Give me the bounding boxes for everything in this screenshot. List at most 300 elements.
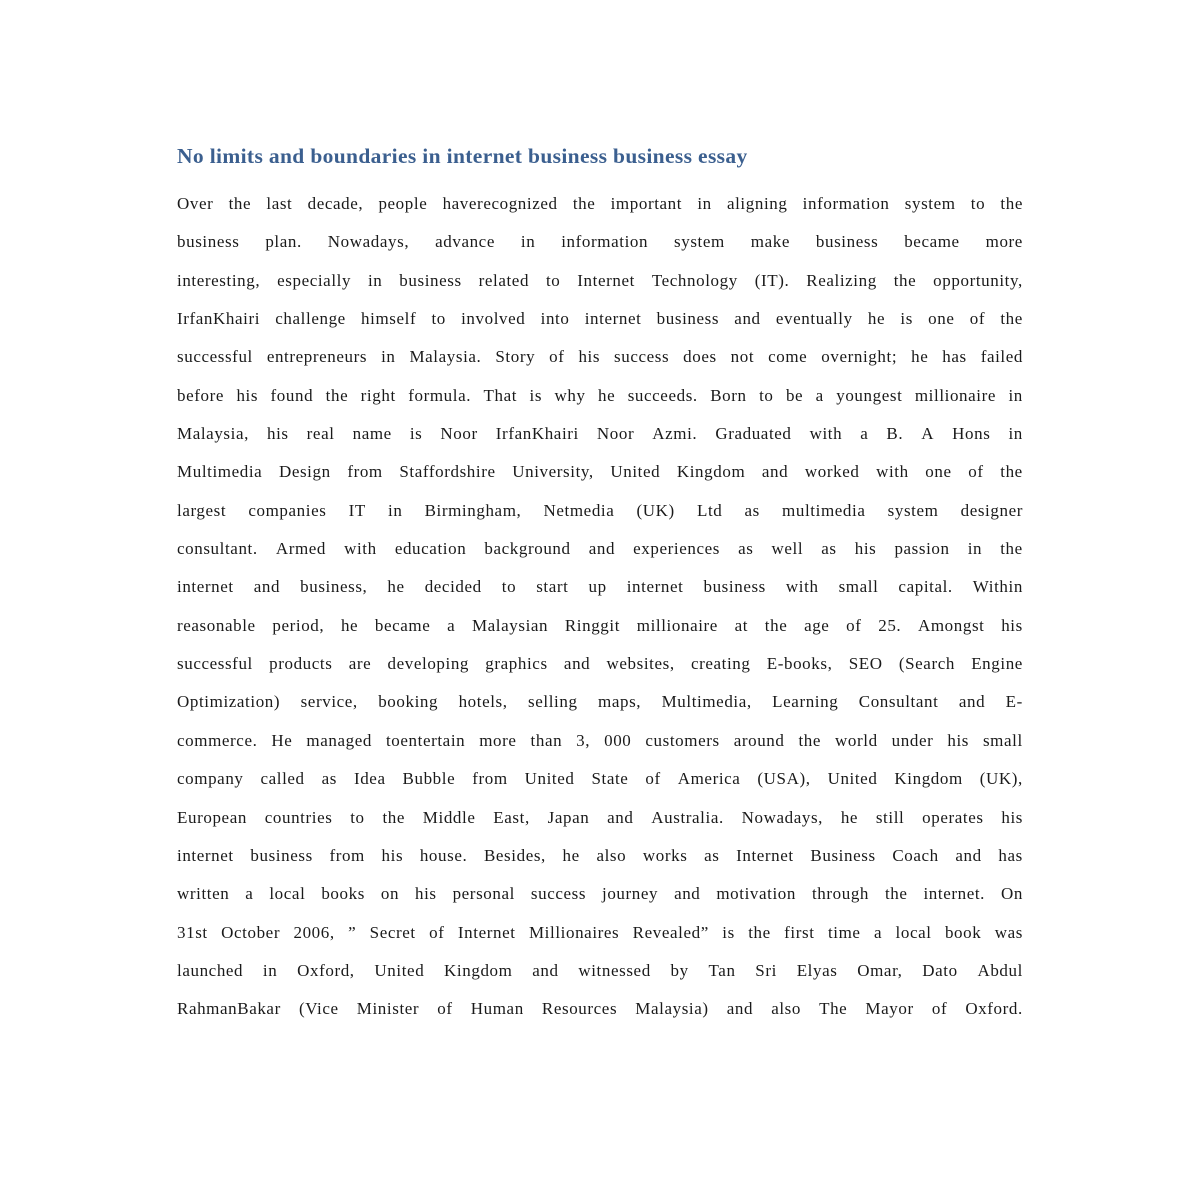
word: Nowadays, [741, 807, 824, 827]
word: does [683, 347, 717, 367]
word: of [846, 615, 862, 635]
word: system [887, 500, 939, 520]
word: Abdul [977, 960, 1023, 980]
word: the [1000, 462, 1023, 482]
word: he [562, 845, 580, 865]
word: and [607, 807, 634, 827]
word: designer [960, 500, 1023, 520]
essay-line [177, 492, 1023, 530]
word: start [536, 577, 569, 597]
word: business [703, 577, 766, 597]
word: Oxford. [965, 999, 1023, 1019]
word: is [722, 922, 735, 942]
word: to [350, 807, 365, 827]
word: IT [348, 500, 366, 520]
word: business [815, 232, 879, 252]
word: and [674, 884, 701, 904]
word: passion [894, 539, 950, 559]
word: hotels, [458, 692, 508, 712]
word: involved [461, 309, 526, 329]
word: under [891, 730, 934, 750]
word: Ltd [696, 500, 723, 520]
word: on [380, 884, 400, 904]
word: Japan [547, 807, 590, 827]
word: of [549, 347, 565, 367]
word: education [394, 539, 467, 559]
word: business [250, 845, 313, 865]
word: and [761, 462, 789, 482]
word: managed [306, 730, 372, 750]
word: from [329, 845, 365, 865]
word: in [1008, 385, 1023, 405]
word: Resources [541, 999, 618, 1019]
word: to [431, 309, 446, 329]
word: written [177, 884, 230, 904]
word: Noor [440, 424, 478, 444]
word: Besides, [483, 845, 546, 865]
word: Tan [708, 960, 736, 980]
word: SEO [848, 654, 883, 674]
word: Australia. [651, 807, 724, 827]
essay-line [177, 952, 1023, 990]
word: as [321, 769, 337, 789]
word: with [344, 539, 377, 559]
essay-line [177, 530, 1023, 568]
word: Sri [755, 960, 777, 980]
word: a [447, 615, 456, 635]
word: Revealed” [632, 922, 709, 942]
word: (IT). [754, 270, 790, 290]
word: (USA), [757, 769, 811, 789]
word: personal [452, 884, 515, 904]
word: Malaysian [471, 615, 549, 635]
word: Staffordshire [399, 462, 496, 482]
essay-line [177, 914, 1023, 952]
word: success [614, 347, 670, 367]
word: with [876, 462, 909, 482]
word: That [483, 385, 518, 405]
essay-line [177, 722, 1023, 760]
word: company [177, 769, 244, 789]
word: Internet [457, 922, 516, 942]
word: of [969, 309, 986, 329]
word: why [554, 385, 586, 405]
word: internet [177, 845, 234, 865]
word: haverecognized [442, 194, 558, 213]
word: countries [264, 807, 333, 827]
word: Consultant [858, 692, 939, 712]
word: plan. [265, 232, 302, 252]
word: first [784, 922, 815, 942]
word: Amongst [917, 615, 985, 635]
word: University, [512, 462, 594, 482]
word: companies [248, 500, 327, 520]
word: information [561, 232, 649, 252]
word: business [177, 232, 240, 252]
word: has [998, 845, 1023, 865]
essay-line [177, 415, 1023, 453]
word: experiences [633, 539, 720, 559]
word: opportunity, [933, 270, 1023, 290]
word: became [374, 615, 431, 635]
word: right [360, 385, 396, 405]
word: his [381, 845, 404, 865]
word: advance [435, 232, 495, 252]
word: and [532, 960, 559, 980]
word: Learning [772, 692, 839, 712]
essay-line [177, 990, 1023, 1028]
word: journey [602, 884, 659, 904]
word: he [867, 309, 886, 329]
word: world [835, 730, 878, 750]
word: last [266, 194, 293, 213]
word: was [994, 922, 1023, 942]
word: Story [495, 347, 536, 367]
word: small [838, 577, 879, 597]
word: Ringgit [564, 615, 621, 635]
word: his [947, 730, 969, 750]
word: selling [528, 692, 578, 712]
word: the [572, 194, 596, 213]
word: the [798, 730, 822, 750]
word: more [985, 232, 1023, 252]
word: Malaysia, [177, 424, 249, 444]
word: formula. [408, 385, 472, 405]
essay-line [177, 683, 1023, 721]
word: Coach [892, 845, 939, 865]
word: himself [361, 309, 417, 329]
word: and [588, 539, 616, 559]
word: from [347, 462, 383, 482]
word: (Vice [298, 999, 339, 1019]
word: Dato [922, 960, 958, 980]
word: found [270, 385, 314, 405]
essay-line [177, 262, 1023, 300]
word: is [529, 385, 543, 405]
word: millionaire [636, 615, 718, 635]
word: to [970, 194, 986, 213]
word: his [854, 539, 877, 559]
word: United [827, 769, 878, 789]
essay-line [177, 377, 1023, 415]
word: the [884, 884, 908, 904]
word: Internet [577, 270, 635, 290]
word: graphics [485, 654, 548, 674]
word: well [771, 539, 804, 559]
word: in [967, 539, 983, 559]
word: Minister [356, 999, 420, 1019]
word: (UK) [636, 500, 675, 520]
word: of [429, 922, 445, 942]
word: Optimization) [177, 692, 281, 712]
word: in [381, 347, 396, 367]
word: Malaysia. [409, 347, 482, 367]
word: customers [645, 730, 720, 750]
word: also [596, 845, 627, 865]
word: eventually [775, 309, 853, 329]
word: to [501, 577, 517, 597]
essay-line [177, 223, 1023, 261]
word: IrfanKhairi [495, 424, 579, 444]
word: books [321, 884, 365, 904]
essay-line [177, 760, 1023, 798]
word: Secret [369, 922, 416, 942]
word: make [750, 232, 790, 252]
word: as [704, 845, 720, 865]
word: youngest [836, 385, 903, 405]
word: Born [710, 385, 747, 405]
word: small [982, 730, 1023, 750]
word: his [1001, 807, 1023, 827]
word: of [931, 999, 948, 1019]
word: business, [300, 577, 368, 597]
word: Multimedia, [661, 692, 752, 712]
word: E-books, [766, 654, 833, 674]
word: one [925, 462, 952, 482]
word: Omar, [857, 960, 903, 980]
word: became [904, 232, 960, 252]
word: the [325, 385, 349, 405]
word: Over [177, 194, 214, 213]
word: to [545, 270, 561, 290]
word: important [610, 194, 683, 213]
word: Millionaires [528, 922, 620, 942]
word: successful [177, 654, 253, 674]
word: real [306, 424, 335, 444]
word: to [759, 385, 774, 405]
word: he [598, 385, 616, 405]
word: up [588, 577, 607, 597]
word: Kingdom [444, 960, 513, 980]
word: worked [804, 462, 860, 482]
word: one [928, 309, 955, 329]
word: name [352, 424, 392, 444]
word: the [1000, 194, 1023, 213]
word: the [748, 922, 771, 942]
word: European [177, 807, 247, 827]
word: entrepreneurs [266, 347, 368, 367]
word: B. [886, 424, 904, 444]
word: Technology [651, 270, 738, 290]
word: time [827, 922, 861, 942]
word: October [221, 922, 281, 942]
word: he [840, 807, 859, 827]
word: Noor [596, 424, 635, 444]
word: are [348, 654, 372, 674]
word: his [415, 884, 437, 904]
essay-line [177, 875, 1023, 913]
word: he [911, 347, 929, 367]
word: as [744, 500, 760, 520]
essay-line [177, 185, 1023, 223]
word: the [893, 270, 917, 290]
word: and [734, 309, 761, 329]
word: (Search [898, 654, 955, 674]
word: especially [277, 270, 352, 290]
word: internet. [923, 884, 986, 904]
word: the [1000, 539, 1023, 559]
word: Azmi. [652, 424, 698, 444]
word: the [382, 807, 406, 827]
word: challenge [275, 309, 346, 329]
word: his [267, 424, 289, 444]
word: with [809, 424, 843, 444]
essay-line [177, 453, 1023, 491]
word: people [378, 194, 428, 213]
word: his [1001, 615, 1023, 635]
word: interesting, [177, 270, 261, 290]
word: system [674, 232, 725, 252]
word: a [860, 424, 869, 444]
word: Mayor [865, 999, 914, 1019]
word: local [269, 884, 306, 904]
word: Birmingham, [424, 500, 522, 520]
word: 000 [604, 730, 632, 750]
word: is [900, 309, 913, 329]
word: also [771, 999, 801, 1019]
word: commerce. [177, 730, 258, 750]
word: as [738, 539, 754, 559]
word: in [520, 232, 536, 252]
word: 3, [576, 730, 591, 750]
word: RahmanBakar [177, 999, 281, 1019]
word: related [478, 270, 530, 290]
word: State [591, 769, 629, 789]
word: IrfanKhairi [177, 309, 261, 329]
word: and [563, 654, 591, 674]
word: and [955, 845, 982, 865]
word: than [530, 730, 563, 750]
essay-line [177, 645, 1023, 683]
essay-line [177, 837, 1023, 875]
word: a [245, 884, 254, 904]
word: not [730, 347, 755, 367]
word: in [367, 270, 383, 290]
word: witnessed [578, 960, 651, 980]
word: through [811, 884, 870, 904]
word: from [472, 769, 508, 789]
essay-line [177, 300, 1023, 338]
word: of [968, 462, 984, 482]
essay-line [177, 568, 1023, 606]
word: launched [177, 960, 244, 980]
word: as [821, 539, 837, 559]
word: multimedia [782, 500, 866, 520]
essay-title: No limits and boundaries in internet business business essay [177, 144, 748, 168]
word: He [271, 730, 293, 750]
word: Engine [971, 654, 1023, 674]
word: before [177, 385, 225, 405]
word: largest [177, 500, 227, 520]
word: (UK), [979, 769, 1023, 789]
word: maps, [598, 692, 642, 712]
word: internet [584, 309, 642, 329]
word: service, [300, 692, 358, 712]
word: Graduated [715, 424, 792, 444]
word: in [262, 960, 278, 980]
word: Middle [422, 807, 476, 827]
word: is [409, 424, 423, 444]
word: and [726, 999, 754, 1019]
word: business [656, 309, 720, 329]
word: millionaire [914, 385, 997, 405]
word: East, [493, 807, 530, 827]
word: the [764, 615, 788, 635]
word: and [253, 577, 281, 597]
word: Nowadays, [327, 232, 410, 252]
word: capital. [898, 577, 953, 597]
word: succeeds. [627, 385, 698, 405]
word: 2006, [293, 922, 335, 942]
word: consultant. [177, 539, 258, 559]
word: system [904, 194, 956, 213]
word: he [340, 615, 359, 635]
word: decided [424, 577, 482, 597]
word: The [819, 999, 848, 1019]
word: operates [922, 807, 984, 827]
word: ” [348, 922, 357, 942]
word: at [734, 615, 749, 635]
word: Business [810, 845, 876, 865]
word: motivation [716, 884, 797, 904]
word: reasonable [177, 615, 256, 635]
word: more [479, 730, 517, 750]
word: of [645, 769, 661, 789]
word: in [697, 194, 712, 213]
word: still [875, 807, 905, 827]
word: internet [177, 577, 234, 597]
word: Design [278, 462, 331, 482]
word: house. [419, 845, 468, 865]
word: toentertain [385, 730, 466, 750]
word: background [484, 539, 571, 559]
word: around [733, 730, 785, 750]
word: his [578, 347, 601, 367]
word: the [1000, 309, 1023, 329]
word: Kingdom [894, 769, 963, 789]
word: into [540, 309, 570, 329]
word: success [530, 884, 587, 904]
essay-line [177, 607, 1023, 645]
word: of [437, 999, 453, 1019]
word: Internet [736, 845, 794, 865]
word: information [802, 194, 890, 213]
word: the [228, 194, 252, 213]
word: overnight; [821, 347, 898, 367]
word: 31st [177, 922, 208, 942]
word: E- [1005, 692, 1023, 712]
word: local [895, 922, 932, 942]
word: On [1000, 884, 1023, 904]
word: Malaysia) [635, 999, 709, 1019]
word: United [610, 462, 661, 482]
word: Hons [952, 424, 991, 444]
essay-line [177, 799, 1023, 837]
word: and [958, 692, 986, 712]
word: business [399, 270, 462, 290]
word: has [942, 347, 967, 367]
word: decade, [307, 194, 364, 213]
word: 25. [878, 615, 902, 635]
word: Multimedia [177, 462, 263, 482]
word: Within [972, 577, 1023, 597]
word: aligning [726, 194, 788, 213]
word: Realizing [806, 270, 877, 290]
word: failed [980, 347, 1023, 367]
word: in [388, 500, 403, 520]
word: he [387, 577, 405, 597]
word: Idea [353, 769, 386, 789]
